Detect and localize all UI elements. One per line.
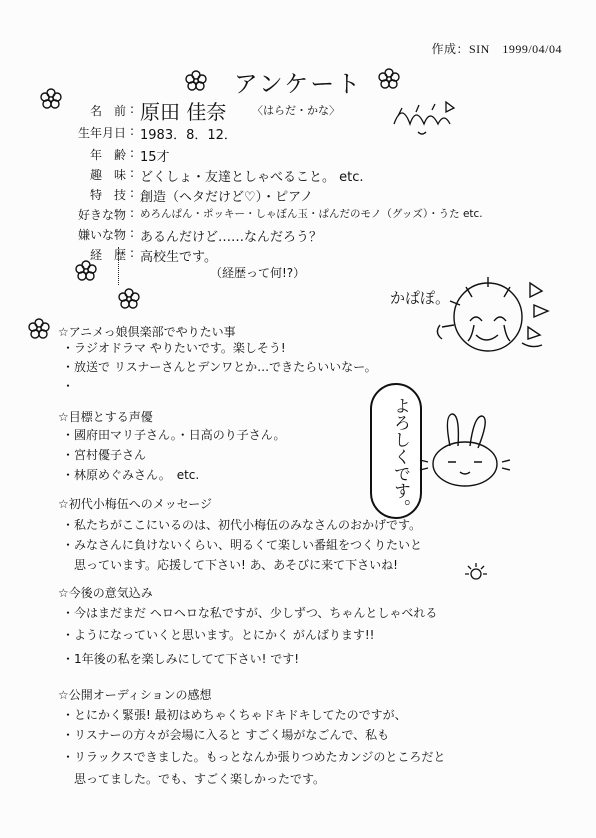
colon: : — [130, 186, 135, 200]
section-line: ・林原めぐみさん。 etc. — [62, 468, 200, 482]
colon: : — [130, 246, 135, 260]
section-line: ・宮村優子さん — [62, 448, 147, 462]
colon: : — [130, 206, 135, 220]
birthdate-value: 1983．8．12． — [140, 128, 237, 143]
section-line: ・ようになっていくと思います。とにかく がんばります!! — [62, 628, 375, 642]
section-line: ・リスナーの方々が会場に入ると すごく場がなごんで、私も — [62, 728, 390, 742]
label-hobby: 趣 味 — [89, 168, 126, 182]
colon: : — [130, 226, 135, 240]
colon: : — [130, 166, 135, 180]
colon: : — [130, 146, 135, 160]
label-dislikes: 嫌いな物 — [77, 228, 126, 242]
name-value: 原田 佳奈 — [140, 100, 227, 124]
section-line: ・放送で リスナーさんとデンワとか…できたらいいなー。 — [62, 360, 377, 374]
label-history: 経 歴 — [89, 248, 126, 262]
page-title: アンケート — [233, 70, 363, 98]
history-note: （経歴って何!?） — [210, 266, 306, 280]
flower-icon — [378, 68, 400, 90]
section-title-ambition: ☆今後の意気込み — [58, 586, 153, 600]
name-reading: 〈はらだ・かな〉 — [252, 104, 340, 117]
likes-value: めろんぱん・ポッキー・しゃぼん玉・ぱんだのモノ（グッズ）・うた etc. — [140, 208, 483, 220]
section-line: ・ラジオドラマ やりたいです。楽しそう! — [62, 341, 286, 355]
section-line: ・國府田マリ子さん。・日高のり子さん。 — [62, 428, 286, 442]
label-birthdate: 生年月日 — [77, 126, 126, 140]
colon: : — [130, 124, 135, 138]
flower-icon — [75, 260, 97, 282]
label-likes: 好きな物 — [77, 208, 126, 222]
section-line: ・みなさんに負けないくらい、明るくて楽しい番組をつくりたいと — [62, 538, 423, 552]
section-line: ・リラックスできました。もっとなんか張りつめたカンジのところだと — [62, 750, 446, 764]
dislikes-value: あるんだけど……なんだろう？ — [140, 230, 323, 245]
flower-icon — [118, 288, 140, 310]
section-line: ・とにかく緊張! 最初はめちゃくちゃドキドキしてたのですが、 — [62, 708, 407, 722]
bunny-doodle — [420, 410, 510, 490]
label-name: 名 前 — [89, 104, 126, 118]
skill-value: 創造（ヘタだけど♡）・ピアノ — [140, 190, 314, 205]
section-line: 思ってました。でも、すごく楽しかったです。 — [62, 772, 326, 786]
author-date-line: 作成：SIN 1999/04/04 — [431, 42, 562, 56]
speech-bubble — [370, 383, 422, 519]
label-skill: 特 技 — [89, 188, 126, 202]
history-value: 高校生です。 — [140, 250, 217, 265]
crying-sun-doodle — [430, 265, 570, 375]
section-title-club: ☆アニメっ娘倶楽部でやりたい事 — [58, 325, 236, 339]
section-line: ・ — [62, 379, 75, 393]
age-value: 15才 — [140, 150, 170, 165]
section-title-voice-actors: ☆目標とする声優 — [58, 410, 153, 424]
bubble-text: よろしくです。 — [390, 397, 410, 516]
section-line: ・今はまだまだ ヘロヘロな私ですが、少しずつ、ちゃんとしゃべれる — [62, 606, 438, 620]
signature-doodle — [388, 94, 458, 138]
section-line: ・1年後の私を楽しみにしてて下さい! です! — [62, 652, 300, 666]
dotted-continuation — [118, 247, 123, 285]
section-title-message: ☆初代小梅伍へのメッセージ — [58, 497, 213, 511]
flower-icon — [185, 70, 207, 92]
hobby-value: どくしょ・友達としゃべること。 etc. — [140, 170, 364, 185]
section-line: 思っています。応援して下さい! あ、あそびに来て下さいね! — [62, 558, 398, 572]
kapapo-text: かぱぽ。 — [390, 289, 451, 307]
sparkle-doodle — [462, 562, 490, 584]
section-title-audition: ☆公開オーディションの感想 — [58, 688, 212, 702]
section-line: ・私たちがここにいるのは、初代小梅伍のみなさんのおかげです。 — [62, 518, 422, 532]
colon: : — [130, 102, 135, 116]
flower-icon — [28, 318, 50, 340]
label-age: 年 齢 — [89, 148, 126, 162]
